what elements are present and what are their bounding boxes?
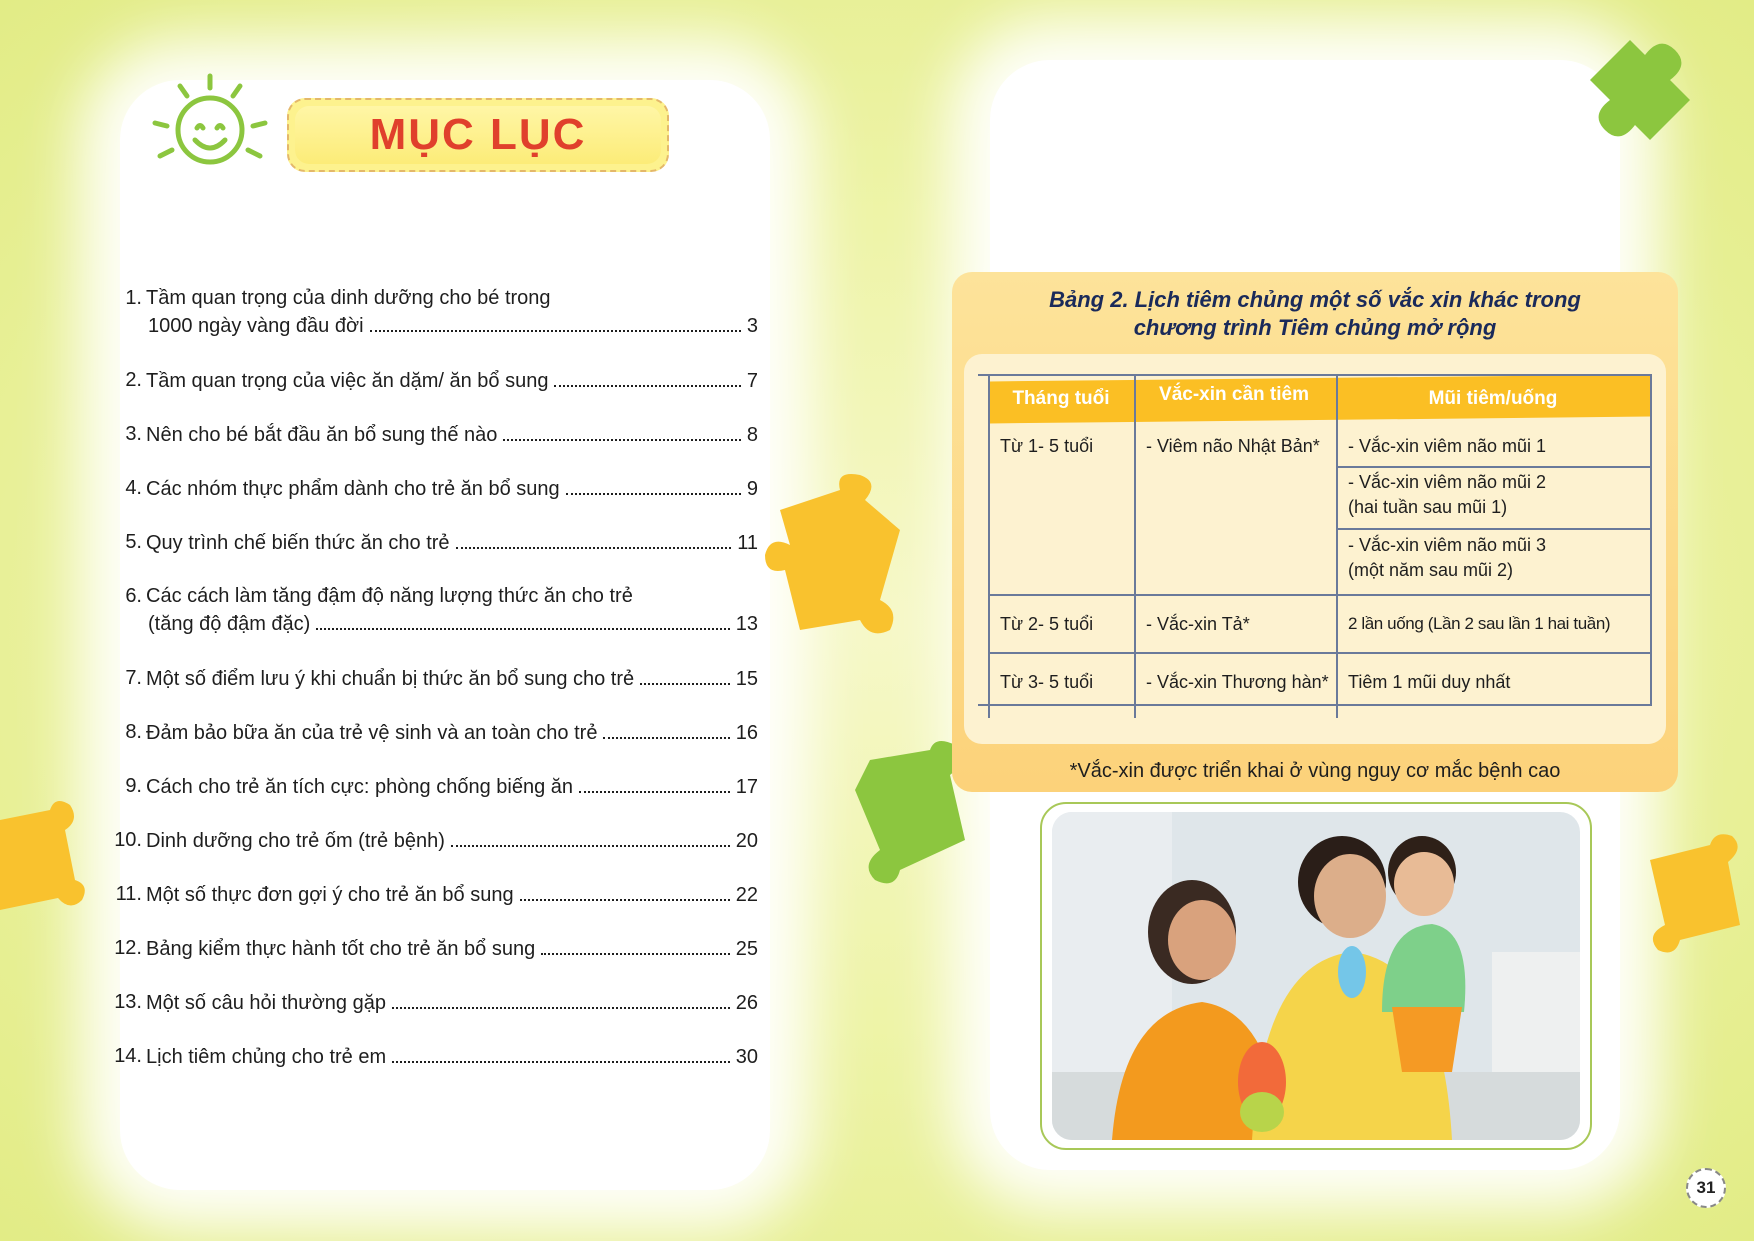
page-number: 31 xyxy=(1686,1168,1726,1208)
cell-age: Từ 3- 5 tuổi xyxy=(1000,672,1094,692)
toc-item[interactable] xyxy=(108,881,758,908)
toc-leader xyxy=(456,529,732,549)
cell-dose: - Vắc-xin viêm não mũi 1 xyxy=(1348,436,1547,456)
cell-vaccine: - Viêm não Nhật Bản* xyxy=(1146,436,1320,456)
toc-item[interactable] xyxy=(108,1043,758,1070)
table-border xyxy=(1134,374,1136,718)
toc-text: Nên cho bé bắt đầu ăn bổ sung thế nào xyxy=(146,424,498,446)
toc-leader xyxy=(640,665,730,685)
toc-text: Một số thực đơn gợi ý cho trẻ ăn bổ sung xyxy=(146,884,514,906)
toc-item[interactable] xyxy=(108,583,758,637)
header-vaccine: Vắc-xin cần tiêm xyxy=(1159,384,1309,405)
toc-number: 14. xyxy=(114,1045,142,1067)
toc-leader xyxy=(392,1043,730,1063)
title-banner xyxy=(287,98,669,172)
toc-page: 16 xyxy=(735,722,758,744)
toc-number: 10. xyxy=(114,829,142,851)
toc-page: 22 xyxy=(735,884,758,906)
table-border xyxy=(990,594,1652,596)
toc-number: 8. xyxy=(125,721,142,743)
cell-dose: - Vắc-xin viêm não mũi 3 xyxy=(1348,535,1547,555)
table-border xyxy=(988,374,990,718)
puzzle-piece-yellow-left-icon xyxy=(0,800,90,930)
toc-text: Tầm quan trọng của việc ăn dặm/ ăn bổ sung xyxy=(146,370,549,392)
toc-item[interactable] xyxy=(108,421,758,448)
table-border xyxy=(978,374,1652,376)
toc-item[interactable] xyxy=(108,773,758,800)
toc-page: 9 xyxy=(746,478,758,500)
table-border xyxy=(1650,374,1652,704)
toc-text: (tăng độ đậm đặc) xyxy=(148,613,311,635)
toc-item[interactable] xyxy=(108,827,758,854)
toc-page: 7 xyxy=(746,370,758,392)
puzzle-piece-yellow-right-icon xyxy=(1640,830,1754,960)
vaccine-footnote: *Vắc-xin được triển khai ở vùng nguy cơ mắc bệnh cao xyxy=(1069,760,1561,782)
toc-leader xyxy=(503,421,740,441)
toc-number: 7. xyxy=(125,667,142,689)
puzzle-piece-yellow-mid-icon xyxy=(760,470,920,640)
toc-number: 6. xyxy=(125,585,142,607)
toc-text: Bảng kiểm thực hành tốt cho trẻ ăn bổ sung xyxy=(146,938,536,960)
toc-text: Một số điểm lưu ý khi chuẩn bị thức ăn bổ sung cho trẻ xyxy=(146,668,635,690)
toc-item[interactable] xyxy=(108,529,758,556)
cell-vaccine: - Vắc-xin Thương hàn* xyxy=(1146,672,1329,692)
cell-dose: - Vắc-xin viêm não mũi 2 xyxy=(1348,472,1547,492)
table-border xyxy=(1336,466,1652,468)
toc-page: 8 xyxy=(746,424,758,446)
toc-text: Các cách làm tăng đậm độ năng lượng thức ăn cho trẻ xyxy=(146,585,633,607)
family-photo xyxy=(1052,812,1580,1140)
toc-leader xyxy=(392,989,730,1009)
family-photo-frame xyxy=(1040,802,1592,1150)
toc-number: 12. xyxy=(114,937,142,959)
toc-page: 17 xyxy=(735,776,758,798)
toc-number: 9. xyxy=(125,775,142,797)
toc-item[interactable] xyxy=(108,285,758,339)
toc-text: Dinh dưỡng cho trẻ ốm (trẻ bệnh) xyxy=(146,830,445,852)
table-border xyxy=(1336,374,1338,718)
vaccine-table xyxy=(964,354,1666,744)
vaccine-table-title xyxy=(952,286,1678,342)
cell-vaccine: - Vắc-xin Tả* xyxy=(1146,614,1250,634)
cell-dose: Tiêm 1 mũi duy nhất xyxy=(1348,672,1511,692)
toc-text: Cách cho trẻ ăn tích cực: phòng chống biếng ăn xyxy=(146,776,574,798)
toc-page: 3 xyxy=(746,315,758,337)
toc-leader xyxy=(566,475,741,495)
toc-number: 1. xyxy=(125,287,142,309)
header-doses: Mũi tiêm/uống xyxy=(1428,388,1558,409)
header-age: Tháng tuổi xyxy=(1012,388,1110,409)
cell-dose: 2 lần uống (Lần 2 sau lần 1 hai tuần) xyxy=(1348,614,1611,633)
toc-leader xyxy=(316,610,729,630)
toc-leader xyxy=(603,719,729,739)
table-border xyxy=(1336,528,1652,530)
toc-item[interactable] xyxy=(108,367,758,394)
toc-text: Một số câu hỏi thường gặp xyxy=(146,992,386,1014)
toc-text: Các nhóm thực phẩm dành cho trẻ ăn bổ sung xyxy=(146,478,560,500)
toc-number: 2. xyxy=(125,369,142,391)
toc-page: 30 xyxy=(735,1046,758,1068)
vaccine-table-title-line: Bảng 2. Lịch tiêm chủng một số vắc xin khác trong xyxy=(1049,287,1581,312)
vaccine-schedule-box xyxy=(952,272,1678,792)
vaccine-table-title-line: chương trình Tiêm chủng mở rộng xyxy=(1133,315,1497,340)
toc-leader xyxy=(451,827,730,847)
table-border xyxy=(990,652,1652,654)
cell-dose: (hai tuần sau mũi 1) xyxy=(1348,497,1508,517)
toc-text: Lịch tiêm chủng cho trẻ em xyxy=(146,1046,387,1068)
cell-age: Từ 1- 5 tuổi xyxy=(1000,436,1094,456)
cell-dose: (một năm sau mũi 2) xyxy=(1348,560,1514,580)
puzzle-piece-green-top-icon xyxy=(1570,20,1710,150)
toc-page: 20 xyxy=(735,830,758,852)
toc-item[interactable] xyxy=(108,719,758,746)
toc-page: 25 xyxy=(735,938,758,960)
toc-leader xyxy=(579,773,730,793)
toc-text: Tầm quan trọng của dinh dưỡng cho bé trong xyxy=(146,287,551,309)
table-border xyxy=(978,704,1652,706)
toc-number: 5. xyxy=(125,531,142,553)
toc-item[interactable] xyxy=(108,935,758,962)
toc-leader xyxy=(520,881,730,901)
toc-number: 13. xyxy=(114,991,142,1013)
toc-item[interactable] xyxy=(108,475,758,502)
toc-number: 3. xyxy=(125,423,142,445)
toc-text: 1000 ngày vàng đầu đời xyxy=(148,315,364,337)
toc-leader xyxy=(370,312,741,332)
toc-leader xyxy=(554,367,740,387)
toc-page: 11 xyxy=(737,532,758,554)
toc-number: 4. xyxy=(125,477,142,499)
toc-number: 11. xyxy=(115,883,142,905)
page-title: MỤC LỤC xyxy=(369,110,587,159)
toc-item[interactable] xyxy=(108,989,758,1016)
smiling-sun-icon xyxy=(145,68,275,183)
toc-text: Đảm bảo bữa ăn của trẻ vệ sinh và an toàn cho trẻ xyxy=(146,722,598,744)
toc-page: 26 xyxy=(735,992,758,1014)
cell-age: Từ 2- 5 tuổi xyxy=(1000,614,1094,634)
toc-leader xyxy=(541,935,730,955)
toc-page: 15 xyxy=(735,668,758,690)
toc-item[interactable] xyxy=(108,665,758,692)
toc-text: Quy trình chế biến thức ăn cho trẻ xyxy=(146,532,450,554)
toc-page: 13 xyxy=(735,613,758,635)
